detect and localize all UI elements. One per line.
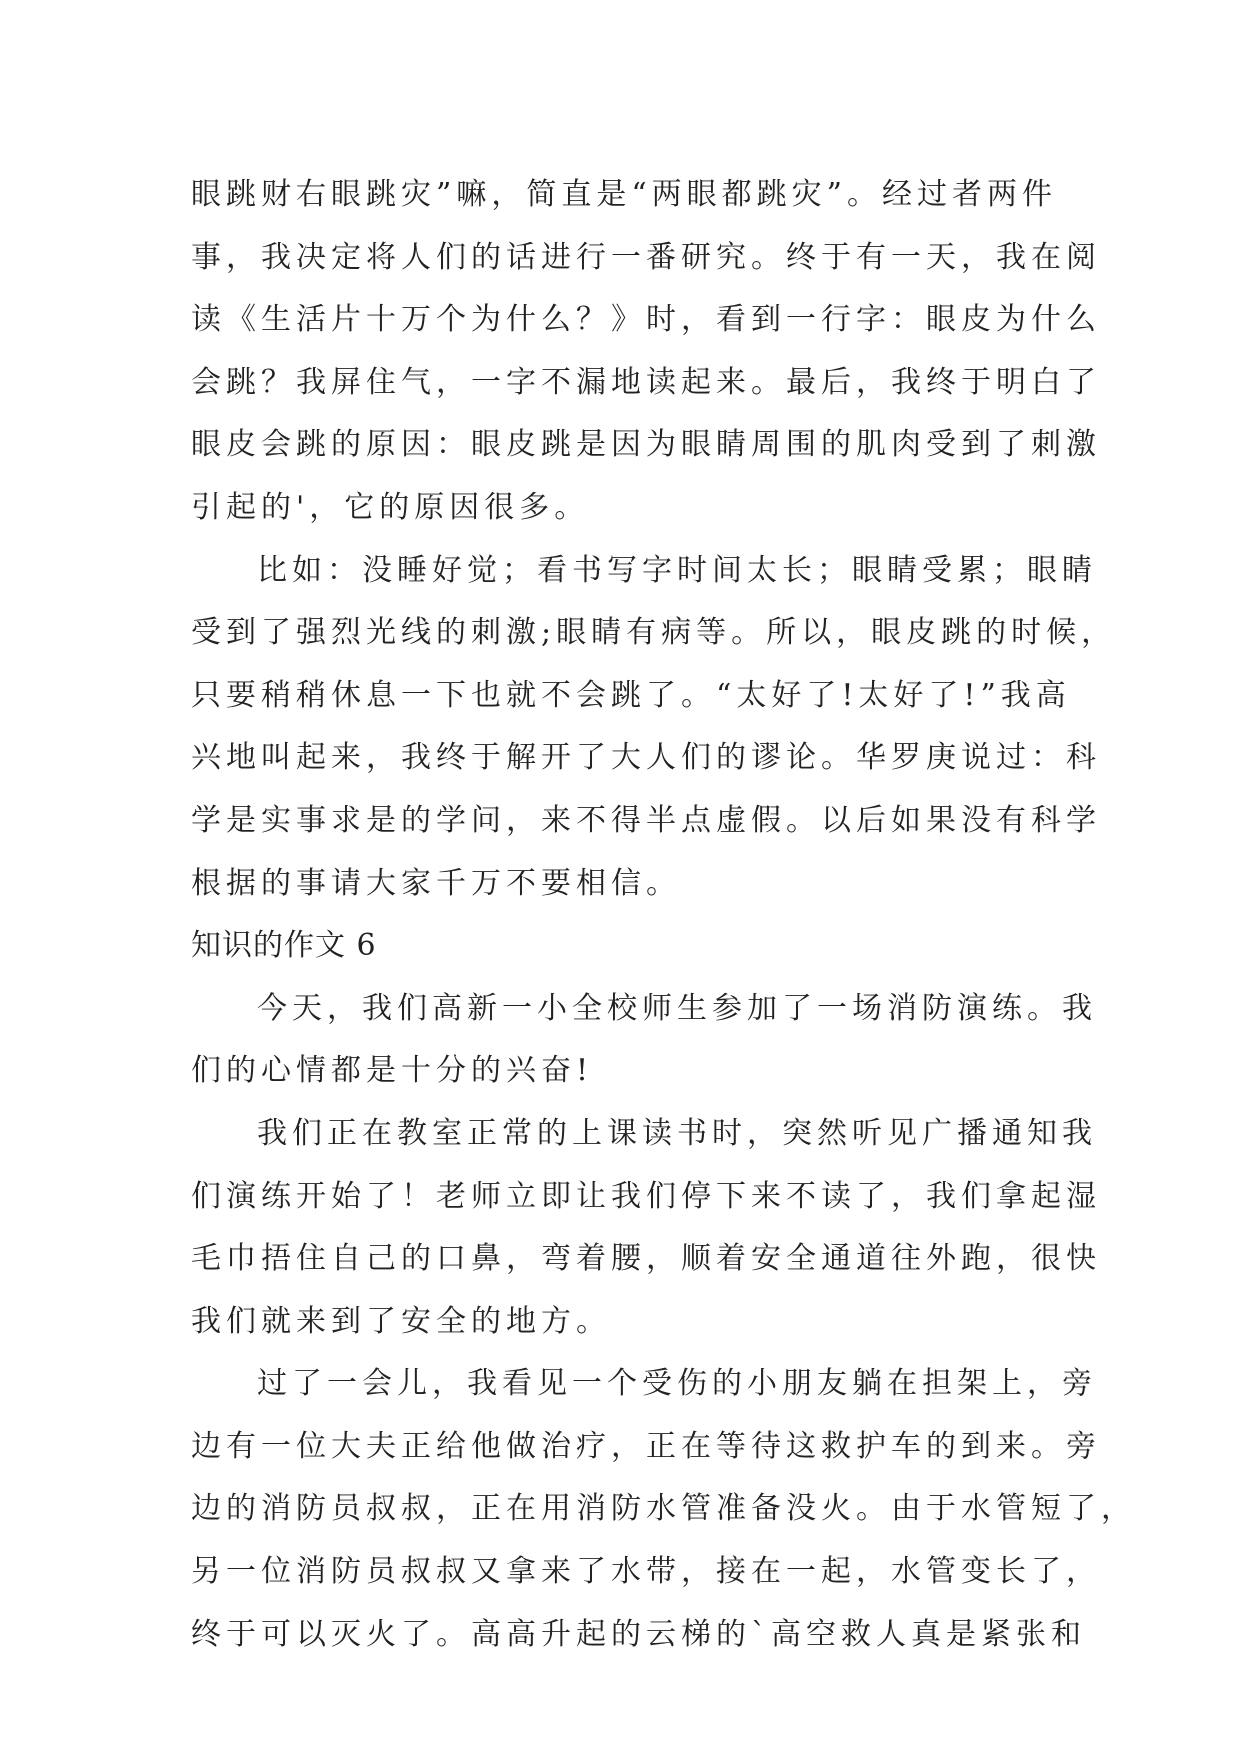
- text-line: 们演练开始了！老师立即让我们停下来不读了，我们拿起湿: [191, 1178, 1101, 1214]
- text-line: 毛巾捂住自己的口鼻，弯着腰，顺着安全通道往外跑，很快: [191, 1241, 1101, 1277]
- text-line: 引起的'，它的原因很多。: [191, 489, 590, 525]
- section-heading: 知识的作文 6: [191, 928, 377, 964]
- paragraph-first-line: 今天，我们高新一小全校师生参加了一场消防演练。我: [257, 990, 1097, 1026]
- text-line: 我们就来到了安全的地方。: [191, 1303, 611, 1339]
- text-line: 边的消防员叔叔，正在用消防水管准备没火。由于水管短了，: [191, 1491, 1136, 1527]
- text-line: 只要稍稍休息一下也就不会跳了。“太好了!太好了!”我高: [191, 677, 1071, 713]
- text-line: 眼皮会跳的原因：眼皮跳是因为眼睛周围的肌肉受到了刺激: [191, 427, 1101, 463]
- text-line: 眼跳财右眼跳灾”嘛，简直是“两眼都跳灾”。经过者两件: [191, 177, 1058, 212]
- document-page: [191, 164, 1136, 1666]
- text-line: 学是实事求是的学问，来不得半点虚假。以后如果没有科学: [191, 802, 1101, 838]
- text-line: 边有一位大夫正给他做治疗，正在等待这救护车的到来。旁: [191, 1428, 1101, 1464]
- text-line: 终于可以灭火了。高高升起的云梯的`高空救人真是紧张和: [191, 1616, 1086, 1652]
- paragraph-first-line: 我们正在教室正常的上课读书时，突然听见广播通知我: [257, 1115, 1097, 1151]
- text-line: 读《生活片十万个为什么？》时，看到一行字：眼皮为什么: [191, 302, 1101, 338]
- text-line: 兴地叫起来，我终于解开了大人们的谬论。华罗庚说过：科: [191, 740, 1101, 776]
- paragraph-first-line: 比如：没睡好觉；看书写字时间太长；眼睛受累；眼睛: [257, 552, 1097, 588]
- text-line: 们的心情都是十分的兴奋!: [191, 1053, 594, 1089]
- text-line: 受到了强烈光线的刺激;眼睛有病等。所以，眼皮跳的时候，: [191, 615, 1117, 651]
- text-line: 事，我决定将人们的话进行一番研究。终于有一天，我在阅: [191, 239, 1101, 275]
- text-line: 根据的事请大家千万不要相信。: [191, 865, 681, 901]
- text-line: 另一位消防员叔叔又拿来了水带，接在一起，水管变长了，: [191, 1554, 1101, 1590]
- paragraph-first-line: 过了一会儿，我看见一个受伤的小朋友躺在担架上，旁: [257, 1366, 1097, 1402]
- text-line: 会跳？我屏住气，一字不漏地读起来。最后，我终于明白了: [191, 364, 1101, 400]
